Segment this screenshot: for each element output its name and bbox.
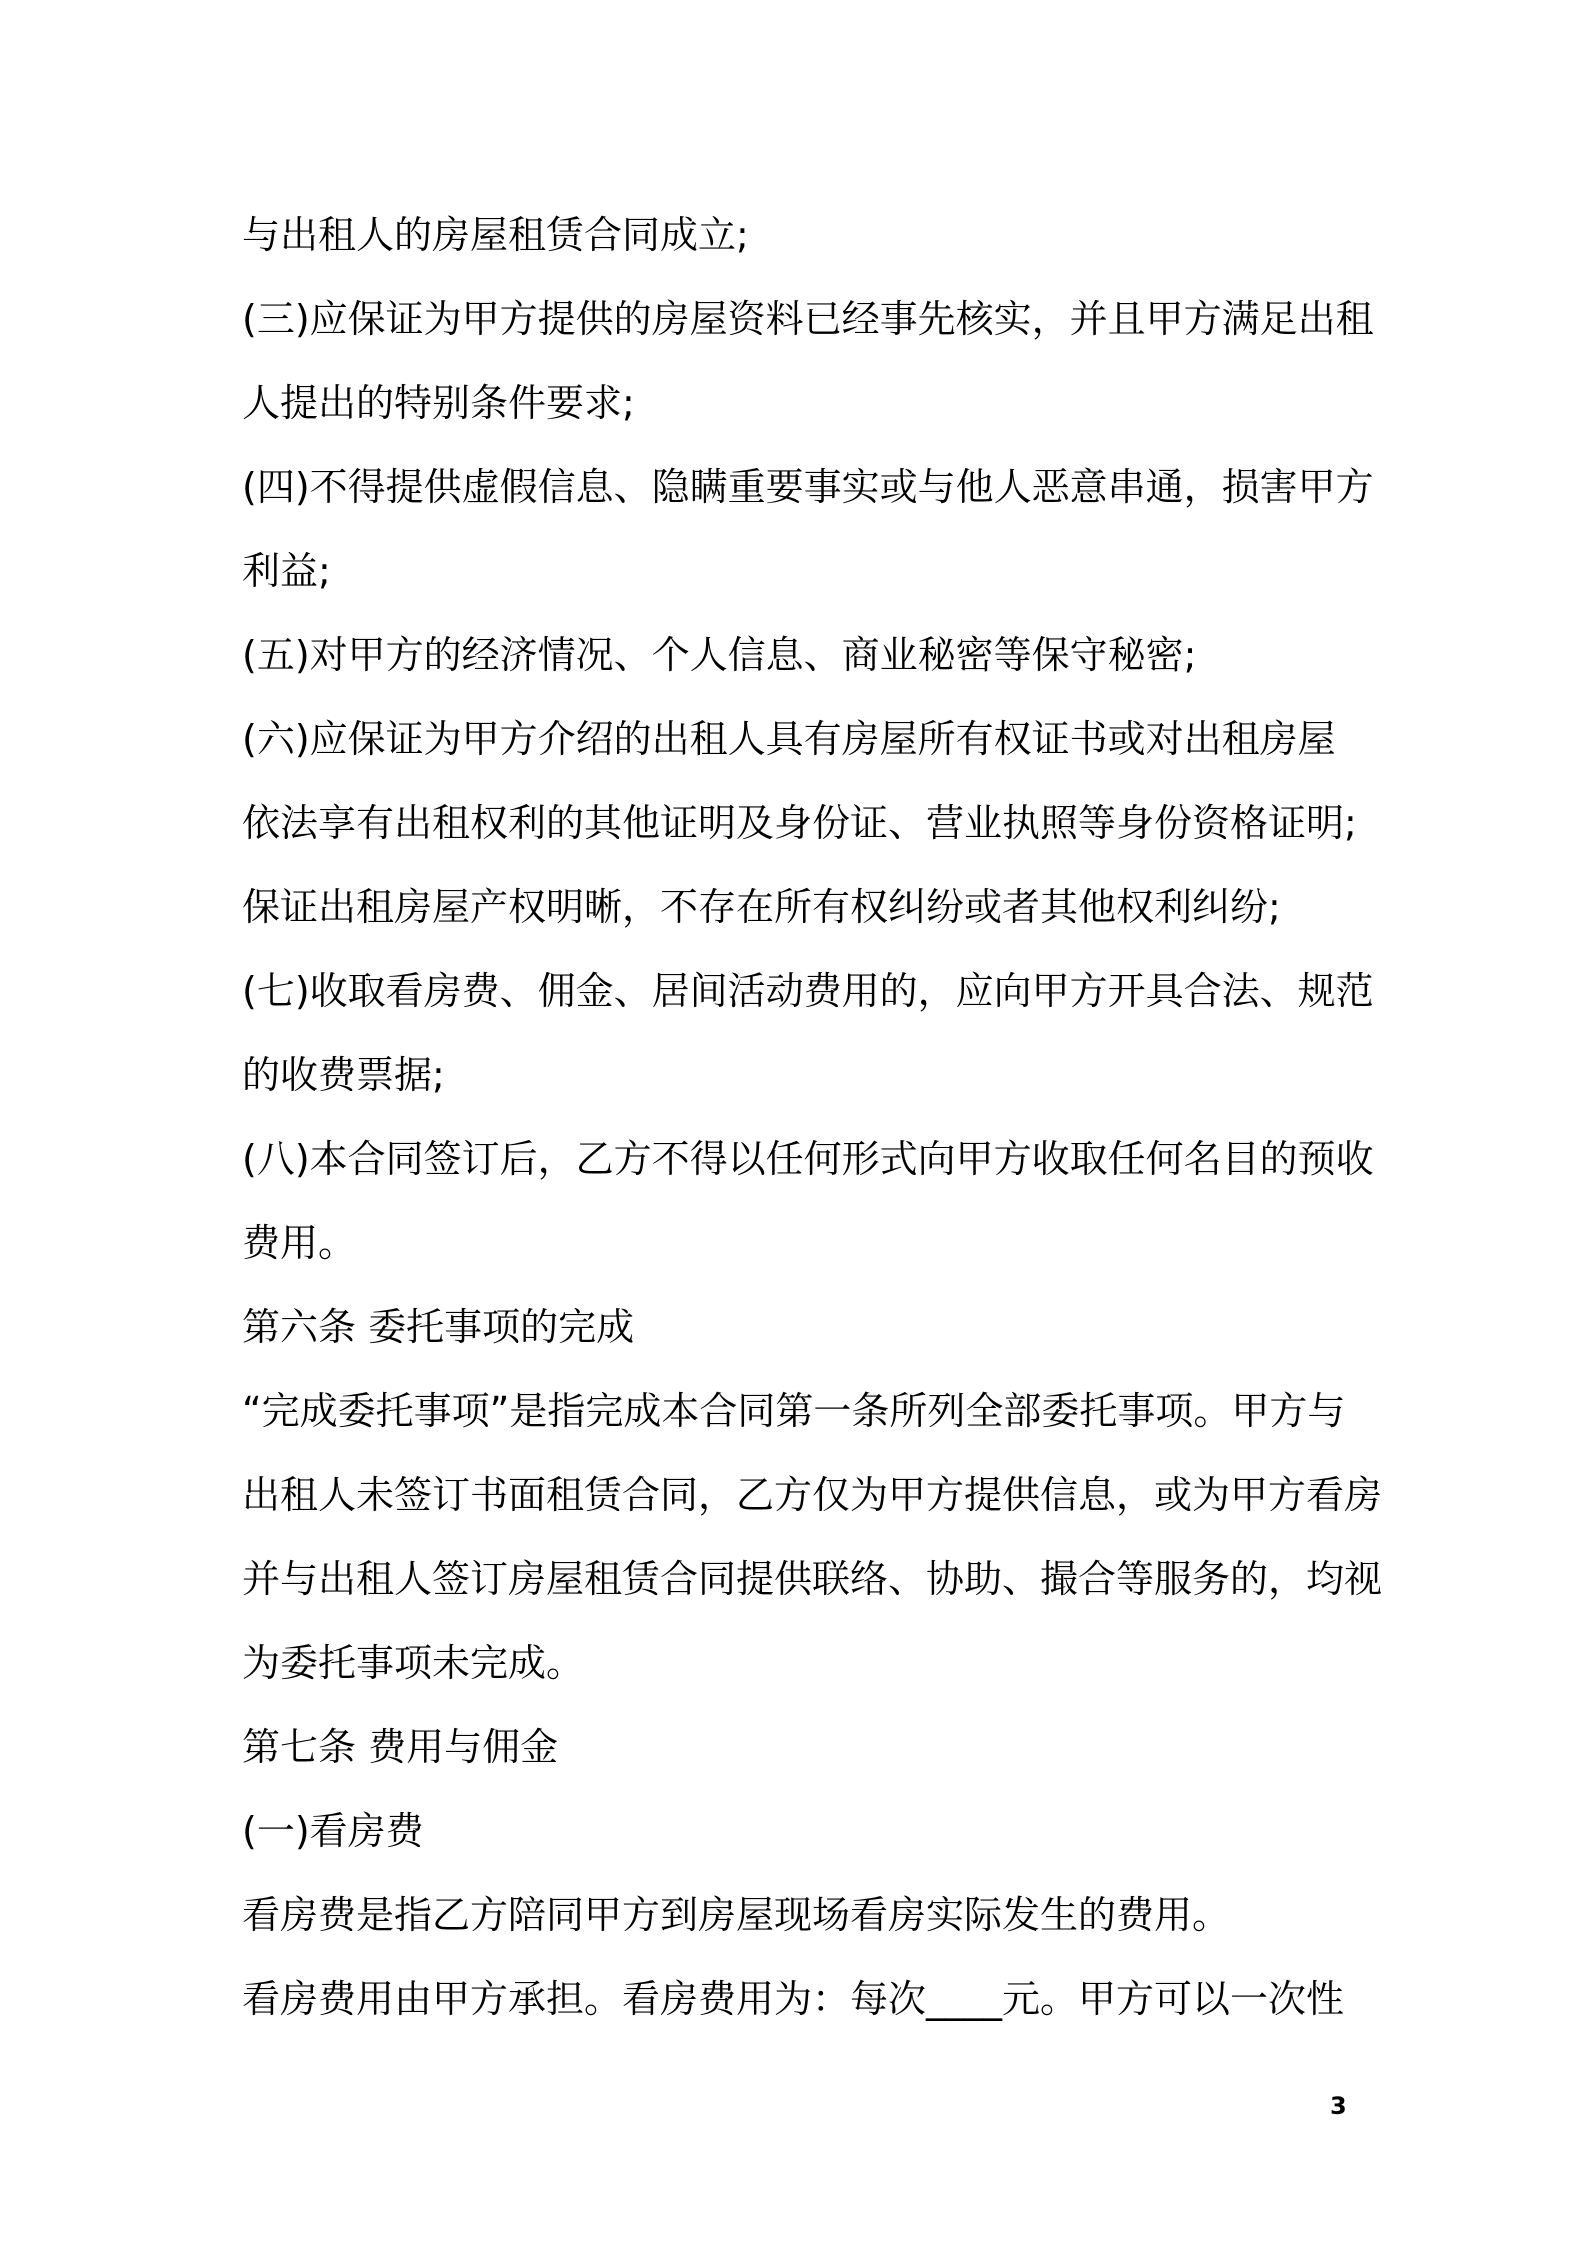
text-line: (四)不得提供虚假信息、隐瞒重要事实或与他人恶意串通，损害甲方 bbox=[242, 465, 1374, 509]
subsection-heading: (一)看房费 bbox=[242, 1809, 424, 1853]
document-body bbox=[242, 193, 1383, 2041]
text-line: 出租人未签订书面租赁合同，乙方仅为甲方提供信息，或为甲方看房 bbox=[242, 1473, 1383, 1517]
page-number: 3 bbox=[1330, 2092, 1347, 2120]
text-line: 并与出租人签订房屋租赁合同提供联络、协助、撮合等服务的，均视 bbox=[242, 1557, 1383, 1601]
text-line: 依法享有出租权利的其他证明及身份证、营业执照等身份资格证明; bbox=[242, 801, 1357, 845]
text-line: 的收费票据; bbox=[242, 1053, 445, 1097]
section-heading: 第七条 费用与佣金 bbox=[242, 1725, 559, 1769]
text-line: 看房费是指乙方陪同甲方到房屋现场看房实际发生的费用。 bbox=[242, 1893, 1231, 1937]
text-line: (六)应保证为甲方介绍的出租人具有房屋所有权证书或对出租房屋 bbox=[242, 717, 1336, 761]
text-line: 费用。 bbox=[242, 1221, 357, 1265]
text-line: 为委托事项未完成。 bbox=[242, 1641, 585, 1685]
text-line: “完成委托事项”是指完成本合同第一条所列全部委托事项。甲方与 bbox=[242, 1389, 1346, 1433]
text-line: (八)本合同签订后，乙方不得以任何形式向甲方收取任何名目的预收 bbox=[242, 1137, 1374, 1181]
section-heading: 第六条 委托事项的完成 bbox=[242, 1305, 635, 1349]
text-line: (七)收取看房费、佣金、居间活动费用的，应向甲方开具合法、规范 bbox=[242, 969, 1374, 1013]
text-line: 保证出租房屋产权明晰，不存在所有权纠纷或者其他权利纠纷; bbox=[242, 885, 1281, 929]
text-line: (三)应保证为甲方提供的房屋资料已经事先核实，并且甲方满足出租 bbox=[242, 297, 1374, 341]
text-line: 人提出的特别条件要求; bbox=[242, 381, 635, 425]
text-line: (五)对甲方的经济情况、个人信息、商业秘密等保守秘密; bbox=[242, 633, 1197, 677]
text-line: 利益; bbox=[242, 549, 331, 593]
text-line: 与出租人的房屋租赁合同成立; bbox=[242, 213, 749, 257]
text-line: 看房费用由甲方承担。看房费用为：每次____元。甲方可以一次性 bbox=[242, 1977, 1345, 2021]
